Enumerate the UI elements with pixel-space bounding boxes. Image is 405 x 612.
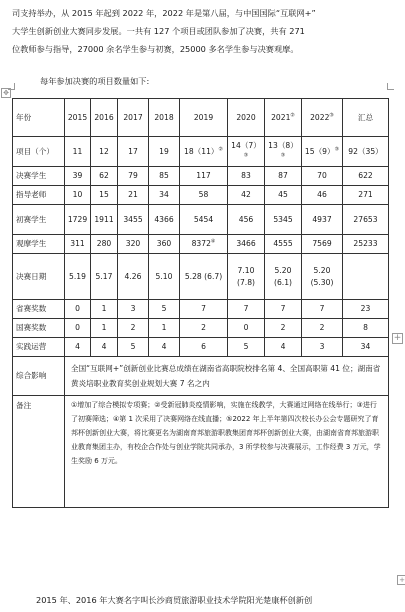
table-cell-text: 21 (128, 190, 138, 199)
table-cell (65, 338, 91, 357)
table-cell (228, 319, 265, 338)
table-row (13, 254, 389, 300)
table-cell (265, 254, 302, 300)
table-cell-text: 4 (75, 342, 80, 351)
table-cell (149, 235, 180, 254)
table-cell (65, 205, 91, 235)
table-cell (265, 338, 302, 357)
row-label (13, 167, 65, 186)
table-cell (343, 205, 389, 235)
table-cell (118, 235, 149, 254)
table-cell-text: 4.26 (124, 271, 142, 281)
table-cell-text: 1 (101, 323, 107, 332)
table-cell-text: 19 (159, 146, 169, 156)
row-label-text: 观摩学生 (16, 239, 47, 248)
table-cell-text: 34 (360, 342, 371, 351)
row-label (13, 319, 65, 338)
header-cell-text: 汇总 (357, 112, 374, 122)
table-cell-text: 70 (317, 171, 327, 180)
table-cell-text: 8 (363, 323, 368, 332)
table-cell-text: 1911 (94, 214, 114, 224)
table-cell (343, 186, 389, 205)
remarks-label (13, 396, 65, 508)
influence-label (13, 357, 65, 396)
table-caption: 每年参加决赛的项目数量如下: (40, 76, 150, 86)
row-label (13, 205, 65, 235)
table-cell-text: 5.20 (5.30) (310, 265, 334, 287)
table-row (13, 205, 389, 235)
add-row-icon[interactable]: + (397, 575, 405, 585)
table-cell-text: 4 (161, 342, 167, 351)
table-cell-text: 15 (99, 190, 109, 199)
table-cell (91, 338, 118, 357)
remarks-label-text: 备注 (16, 401, 32, 410)
header-cell-text: 2022 (310, 112, 330, 122)
table-cell-text: 271 (358, 190, 373, 199)
footnote-mark: ④ (210, 238, 216, 245)
header-cell-text: 2016 (94, 112, 114, 122)
intro-line-1: 司支持举办，从 2015 年起到 2022 年，2022 年是第八届，与中国国际“互联网+” (12, 8, 316, 18)
table-cell-text: 3466 (236, 239, 256, 248)
table-cell-text: 34 (159, 190, 169, 199)
project-count-table (12, 98, 389, 508)
table-cell-text: 18（11） (184, 146, 219, 156)
table-cell-text: 83 (241, 171, 251, 180)
table-cell-text: 5345 (273, 214, 293, 224)
table-cell (91, 300, 118, 319)
row-label-text: 国赛奖数 (16, 323, 47, 332)
footnote-mark: ③ (243, 151, 249, 158)
table-cell-text: 7 (201, 304, 206, 313)
table-cell (149, 186, 180, 205)
table-row (13, 186, 389, 205)
table-cell-text: 79 (128, 171, 138, 180)
table-cell (118, 205, 149, 235)
table-cell (180, 186, 228, 205)
row-label (13, 186, 65, 205)
table-cell (265, 186, 302, 205)
row-label (13, 338, 65, 357)
table-cell (228, 167, 265, 186)
footnote-mark: ② (218, 145, 223, 152)
header-cell (91, 99, 118, 137)
table-cell-text: 5.17 (95, 271, 113, 281)
table-cell (149, 205, 180, 235)
table-cell-text: 3455 (123, 214, 143, 224)
row-label-text: 实践运营 (16, 342, 47, 351)
footnote-mark: ③ (334, 145, 340, 152)
table-cell-text: 42 (241, 190, 251, 199)
table-cell-text: 3 (319, 342, 325, 351)
table-cell-text: 5 (243, 342, 249, 351)
table-cell (302, 319, 343, 338)
table-row (13, 338, 389, 357)
table-cell (180, 338, 228, 357)
table-cell-text: 4 (101, 342, 107, 351)
table-cell-text: 2 (201, 323, 206, 332)
header-cell-text: 2021 (271, 112, 291, 122)
table-cell-text: 10 (72, 190, 83, 199)
table-cell-text: 7 (243, 304, 249, 313)
intro-line-3: 位教师参与指导，27000 余名学生参与初赛，25000 多名学生参与决赛观摩。 (12, 44, 299, 54)
table-cell (302, 167, 343, 186)
table-cell (343, 254, 389, 300)
table-cell (65, 186, 91, 205)
table-cell (302, 235, 343, 254)
row-label-text: 项目（个） (16, 146, 54, 156)
margin-corner-mark-left (8, 83, 15, 90)
table-cell (343, 235, 389, 254)
table-cell-text: 5454 (193, 214, 214, 224)
row-label-text: 省赛奖数 (16, 304, 47, 313)
table-cell-text: 4 (280, 342, 286, 351)
row-label (13, 254, 65, 300)
table-cell (118, 319, 149, 338)
table-cell (149, 300, 180, 319)
footnote-mark: ③ (329, 111, 334, 118)
table-cell-text: 7.10 (7.8) (236, 265, 255, 287)
table-cell-text: 1 (161, 323, 167, 332)
influence-text (65, 357, 389, 396)
table-cell (343, 319, 389, 338)
table-cell (91, 167, 118, 186)
table-cell-text: 85 (159, 171, 169, 180)
table-row (13, 137, 389, 167)
table-cell-text: 46 (317, 190, 327, 199)
table-cell (180, 137, 228, 167)
influence-row (13, 357, 389, 396)
table-cell (149, 319, 180, 338)
table-cell (265, 137, 302, 167)
influence-text-text: 全国“互联网+”创新创业比赛总成绩在湖南省高职院校排名第 4、全国高职第 41 位；湖南省黄炎培职业教育奖创业规划大赛 7 名之内 (71, 364, 381, 388)
table-cell (265, 300, 302, 319)
table-cell-text: 1 (101, 304, 107, 313)
row-label-text: 指导老师 (16, 190, 47, 199)
table-cell (228, 186, 265, 205)
table-cell-text: 2 (130, 323, 136, 332)
influence-label-text: 综合影响 (16, 371, 47, 380)
header-cell-text: 2020 (236, 112, 256, 122)
table-cell-text: 8372 (191, 239, 211, 248)
table-cell (65, 300, 91, 319)
table-cell (265, 205, 302, 235)
table-cell (302, 254, 343, 300)
table-header-row (13, 99, 389, 137)
row-label-text: 决赛学生 (16, 171, 47, 180)
table-row (13, 167, 389, 186)
header-cell (343, 99, 389, 137)
table-row (13, 235, 389, 254)
table-cell-text: 280 (96, 239, 112, 248)
table-move-handle-icon[interactable]: ✥ (1, 88, 11, 98)
header-cell-text: 2015 (67, 112, 88, 122)
table-cell-text: 27653 (353, 214, 378, 224)
row-label-text: 初赛学生 (16, 214, 47, 224)
table-cell (118, 300, 149, 319)
table-cell (302, 137, 343, 167)
table-cell-text: 4366 (154, 214, 174, 224)
table-cell (180, 167, 228, 186)
table-cell (118, 186, 149, 205)
row-label (13, 235, 65, 254)
table-cell (118, 167, 149, 186)
header-cell-text: 年份 (16, 112, 32, 122)
table-cell (228, 254, 265, 300)
table-cell (343, 167, 389, 186)
header-cell (149, 99, 180, 137)
table-cell (343, 338, 389, 357)
table-cell-text: 0 (75, 304, 80, 313)
table-cell (228, 205, 265, 235)
table-cell (343, 137, 389, 167)
table-cell (180, 254, 228, 300)
table-row (13, 300, 389, 319)
table-cell-text: 4937 (312, 214, 332, 224)
header-cell (265, 99, 302, 137)
row-label (13, 300, 65, 319)
table-cell-text: 7 (280, 304, 286, 313)
table-cell (91, 254, 118, 300)
footer-line: 2015 年、2016 年大赛名字叫长沙商贸旅游职业技术学院阳光楚康杯创新创 (36, 595, 313, 605)
table-cell-text: 3 (130, 304, 136, 313)
table-cell (65, 319, 91, 338)
table-cell-text: 5.19 (69, 271, 86, 281)
table-cell (65, 167, 91, 186)
table-cell (302, 338, 343, 357)
table-cell-text: 0 (243, 323, 249, 332)
table-row (13, 319, 389, 338)
add-column-icon[interactable]: + (393, 333, 402, 343)
table-cell-text: 5 (130, 342, 136, 351)
table-cell (65, 254, 91, 300)
table-cell (149, 167, 180, 186)
table-cell-text: 0 (75, 323, 80, 332)
table-cell-text: 5.10 (155, 271, 173, 281)
table-cell (65, 235, 91, 254)
table-cell-text: 2 (280, 323, 286, 332)
table-cell-text: 7569 (312, 239, 332, 248)
header-cell (13, 99, 65, 137)
table-cell (265, 167, 302, 186)
table-cell-text: 14（7） (231, 140, 261, 150)
header-cell-text: 2017 (123, 112, 143, 122)
table-cell (149, 254, 180, 300)
table-cell (228, 235, 265, 254)
table-cell (265, 235, 302, 254)
table-cell-text: 12 (99, 146, 109, 156)
header-cell (65, 99, 91, 137)
table-cell-text: 15（9） (304, 146, 335, 156)
footnote-mark: ② (290, 111, 295, 118)
header-cell-text: 2019 (193, 112, 214, 122)
intro-line-2: 大学生创新创业大赛同步发展。一共有 127 个项目或团队参加了决赛，共有 271 (12, 26, 305, 36)
table-cell-text: 23 (360, 304, 371, 313)
header-cell (302, 99, 343, 137)
table-cell-text: 45 (278, 190, 288, 199)
header-cell (180, 99, 228, 137)
table-cell-text: 320 (125, 239, 141, 248)
table-cell (302, 186, 343, 205)
table-cell (180, 205, 228, 235)
table-cell (228, 300, 265, 319)
table-cell-text: 5.28 (6.7) (184, 271, 223, 281)
table-cell-text: 17 (128, 146, 138, 156)
table-cell-text: 622 (358, 171, 373, 180)
table-cell-text: 11 (72, 146, 83, 156)
table-cell-text: 87 (278, 171, 288, 180)
table-cell-text: 5 (161, 304, 167, 313)
remarks-text-text: ①增加了综合模拟专项赛；②受新冠肺炎疫情影响，实施在线教学，大赛通过网络在线举行；③进行了初赛筛选；④第 1 次采用了决赛网络在线直播；⑤2022 年上半年第四次校长办公会专题研究了育邦杯创新创业大赛，将比赛更名为湖南育邦旅游职教集团育邦杯创新创业大赛，由湖南省育邦旅游职业教育集团主办，有校企合作处与创业学院共同承办，3 所学校参与决赛展示，工作经费 3 万元，学生奖励 6 万元。 (71, 401, 381, 465)
table-cell-text: 117 (196, 171, 211, 180)
header-cell (118, 99, 149, 137)
table-cell (180, 235, 228, 254)
margin-corner-mark-right (387, 83, 394, 90)
table-cell-text: 25233 (353, 239, 378, 248)
remarks-row (13, 396, 389, 508)
table-cell (91, 137, 118, 167)
table-cell (91, 186, 118, 205)
table-cell (91, 205, 118, 235)
footnote-mark: ③ (280, 151, 286, 158)
table-cell (91, 319, 118, 338)
table-cell (302, 300, 343, 319)
remarks-text (65, 396, 389, 508)
table-cell (91, 235, 118, 254)
table-cell-text: 2 (319, 323, 325, 332)
table-cell (265, 319, 302, 338)
table-cell-text: 4555 (273, 239, 293, 248)
table-cell-text: 13（8） (268, 140, 298, 150)
table-cell (118, 137, 149, 167)
row-label-text: 决赛日期 (16, 271, 47, 281)
table-cell (180, 319, 228, 338)
table-cell-text: 311 (70, 239, 85, 248)
table-cell (118, 254, 149, 300)
table-cell-text: 58 (198, 190, 209, 199)
table-cell (149, 338, 180, 357)
table-cell-text: 62 (99, 171, 109, 180)
table-cell (228, 338, 265, 357)
table-cell-text: 39 (72, 171, 83, 180)
table-cell (302, 205, 343, 235)
table-cell-text: 5.20 (6.1) (273, 265, 292, 287)
header-cell (228, 99, 265, 137)
table-cell (65, 137, 91, 167)
row-label (13, 137, 65, 167)
table-cell (149, 137, 180, 167)
table-cell (118, 338, 149, 357)
table-cell-text: 7 (319, 304, 325, 313)
header-cell-text: 2018 (154, 112, 174, 122)
table-cell-text: 360 (156, 239, 172, 248)
table-cell (343, 300, 389, 319)
table-cell-text: 6 (201, 342, 206, 351)
table-cell (180, 300, 228, 319)
table-cell-text: 92（35） (348, 146, 383, 156)
table-cell-text: 456 (238, 214, 254, 224)
table-cell (228, 137, 265, 167)
table-cell-text: 1729 (67, 214, 88, 224)
